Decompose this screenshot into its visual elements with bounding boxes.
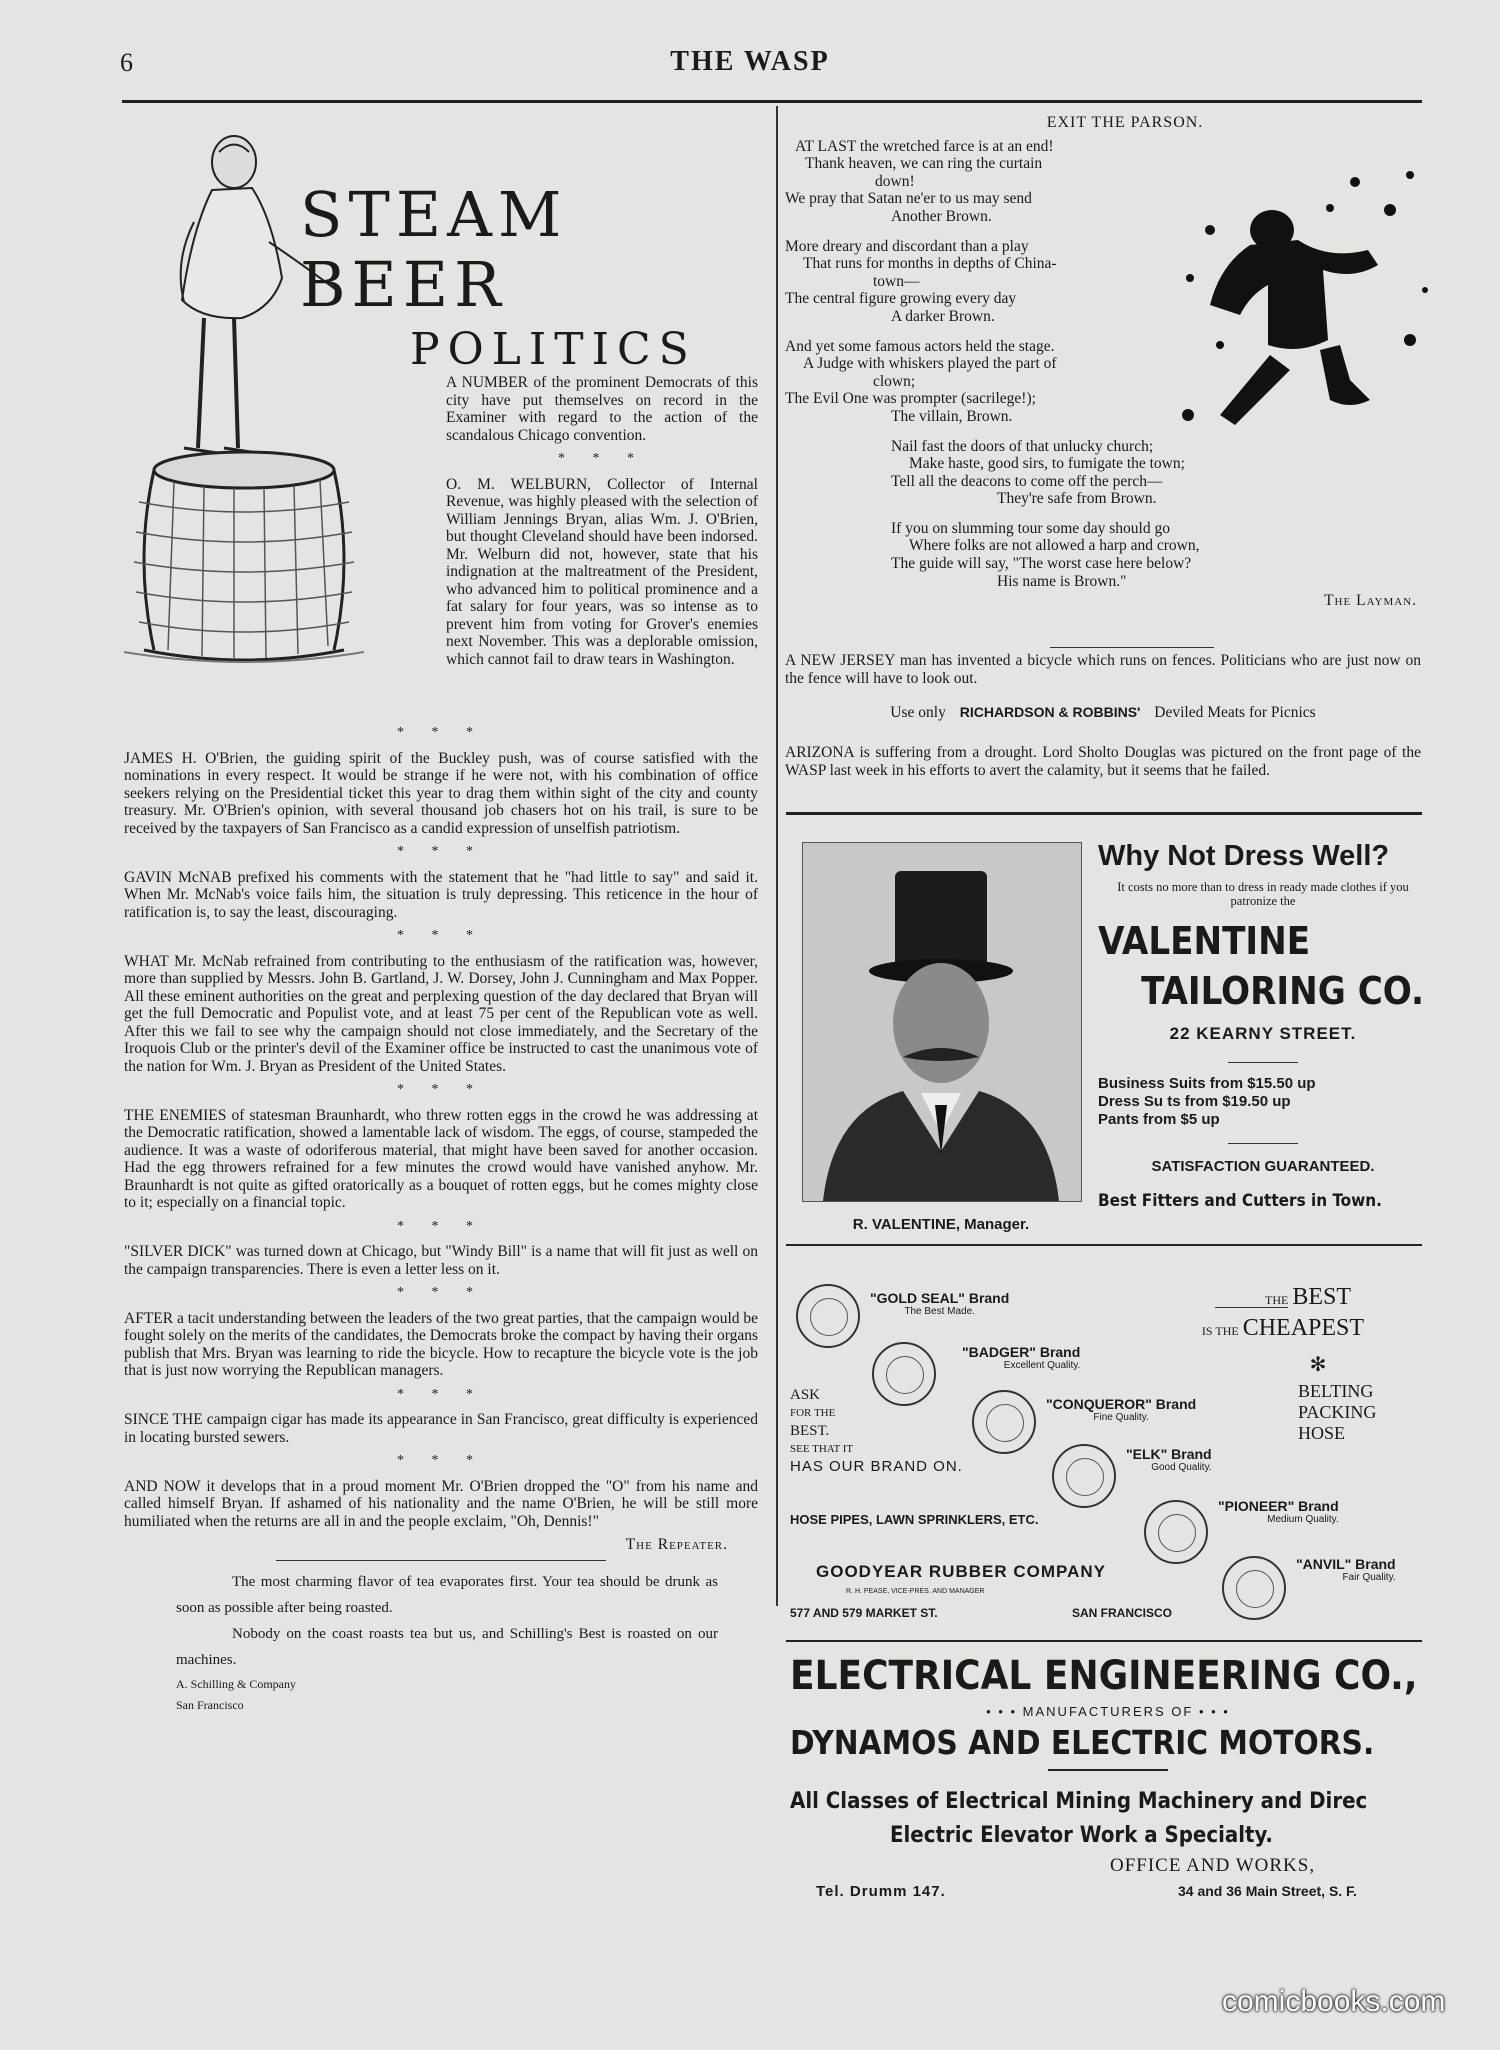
tea-advertisement [176, 1569, 718, 1715]
richardson-robbins-ad [785, 704, 1421, 722]
tea-ad-text: Nobody on the coast roasts tea but us, and Schilling's Best is roasted on our machines. [176, 1625, 718, 1668]
conqueror-seal-icon [972, 1390, 1036, 1454]
cartoon-title [300, 180, 760, 380]
brand-desc: Fair Quality. [1342, 1572, 1396, 1583]
brand-pioneer [1218, 1498, 1339, 1525]
valentine-portrait [802, 842, 1082, 1202]
rr-brand: RICHARDSON & ROBBINS' [959, 704, 1141, 720]
section-stars: * * * [397, 1218, 485, 1234]
goodyear-officer: R. H. PEASE, VICE-PRES. AND MANAGER [846, 1588, 985, 1595]
editorial-paragraph: A NUMBER of the prominent Democrats of this city have put themselves on record in the Examiner with regard to the action of the scandalous Chicago convention. [446, 374, 758, 444]
ad-rule [786, 1640, 1422, 1642]
editorial-paragraph: GAVIN McNAB prefixed his comments with the statement that he "had little to say" and said it. When Mr. McNab's voice fails him, the situation is truly depressing. This reticence in the hour of ratification is, to say the least, discouraging. [124, 868, 758, 921]
editorial-paragraph: SINCE THE campaign cigar has made its appearance in San Francisco, great difficulty is experienced in locating bursted sewers. [124, 1411, 758, 1446]
running-man-silhouette [1180, 170, 1430, 440]
valentine-name2: TAILORING CO. [1141, 969, 1424, 1013]
best-is-cheapest [1158, 1284, 1408, 1444]
poem-line: That runs for months in depths of China- [803, 255, 1057, 273]
editorial-paragraph: WHAT Mr. McNab refrained from contributing to the enthusiasm of the ratification was, however, more than supplied by Messrs. John B. Gartland, J. W. Dorsey, John J. Cunningham and Max Popper. All these eminent authorities on the great and perplexing question of the day declared that Bryan will get the full Democratic and Populist vote, and at least 75 per cent of the Republican vote as well. After this we fail to see why the campaign should not close immediately, and the Secretary of the Iroquois Club or the printer's devil of the Examiner office be instructed to cast the unanimous vote of the nation for Wm. J. Bryan as President of the United States. [124, 952, 758, 1075]
brand-desc: The Best Made. [904, 1306, 975, 1317]
poem-line: We pray that Satan ne'er to us may send [785, 190, 1032, 208]
editorial-paragraph: "SILVER DICK" was turned down at Chicago, but "Windy Bill" is a name that will fit just as well on the campaign transparencies. There is even a letter less on it. [124, 1243, 758, 1278]
cartoon-title-line1: STEAM BEER [300, 178, 568, 321]
divider-rule [1050, 647, 1214, 648]
section-stars: * * * [397, 1386, 485, 1402]
poem-line: town— [873, 272, 920, 290]
brand-badger [962, 1344, 1080, 1371]
watermark: comicbooks.com [1222, 1985, 1446, 2018]
goodyear-company: GOODYEAR RUBBER COMPANY [816, 1562, 1106, 1581]
ask-line: HAS OUR BRAND ON. [790, 1458, 963, 1475]
is-the: IS THE [1201, 1324, 1239, 1338]
pioneer-seal-icon [1144, 1500, 1208, 1564]
poem-title: EXIT THE PARSON. [1046, 114, 1204, 131]
valentine-subhead: It costs no more than to dress in ready made clothes if you patronize the [1117, 880, 1409, 908]
rr-pre: Use only [890, 704, 946, 721]
valentine-guarantee: SATISFACTION GUARANTEED. [1151, 1158, 1375, 1175]
editorial-paragraph: THE ENEMIES of statesman Braunhardt, who threw rotten eggs in the crowd he was addressing at the Democratic ratification, showed a lamentable lack of wisdom. The eggs, of course, stampeded the audience. It was a waste of odoriferous material, that might have been saved for another occasion. Had the egg throwers refrained for a few minutes the crowd would have vanished anyhow. Mr. Braunhardt is not quite as gifted oratorically as a bouquet of rotten eggs, but he comes mighty close to it; especially on a financial topic. [124, 1106, 758, 1211]
poem-line: They're safe from Brown. [997, 490, 1157, 508]
gold-seal-icon [796, 1284, 860, 1348]
editorial-paragraph: AFTER a tacit understanding between the leaders of the two great parties, that the campaign would be fought solely on the merits of the candidates, the Democrats broke the compact by having their organs publish that Mrs. Bryan was learning to ride the bicycle. How to recapture the bicycle vote is the job that is just now worrying the Republican managers. [124, 1309, 759, 1379]
brand-name: "CONQUEROR" Brand [1046, 1396, 1197, 1412]
hose-pipes: HOSE PIPES, LAWN SPRINKLERS, ETC. [790, 1512, 1039, 1527]
electrical-tel: Tel. Drumm 147. [816, 1883, 946, 1900]
valentine-caption: R. VALENTINE, Manager. [852, 1216, 1030, 1233]
ask-line: FOR THE [790, 1407, 836, 1419]
brief-paragraph: ARIZONA is suffering from a drought. Lord Sholto Douglas was pictured on the front page of the WASP last week in his efforts to avert the calamity, but it seems that he failed. [785, 744, 1421, 779]
poem-signature: The Layman. [1324, 592, 1417, 610]
section-stars: * * * [397, 1453, 485, 1468]
goodyear-ad [786, 1250, 1422, 1630]
poem-line: down! [875, 172, 915, 190]
poem-line: And yet some famous actors held the stage. [785, 337, 1055, 355]
brand-desc: Excellent Quality. [1003, 1360, 1081, 1371]
ask-block [790, 1386, 963, 1476]
belting: BELTING [1298, 1381, 1374, 1401]
cheapest: CHEAPEST [1242, 1315, 1365, 1341]
electrical-footer [790, 1879, 1426, 1905]
section-stars: * * * [397, 725, 485, 740]
section-stars: * * * [558, 451, 646, 466]
poem-line: A darker Brown. [891, 307, 995, 325]
section-stars: * * * [397, 1285, 485, 1300]
elk-seal-icon [1052, 1444, 1116, 1508]
hose: HOSE [1298, 1423, 1346, 1443]
editorial-paragraph: JAMES H. O'Brien, the guiding spirit of the Buckley push, was of course satisfied with the nominations in every respect. It would be strange if he were not, with his combination of office seekers relying on the Presidential ticket this year to drag them within sight of the city and county treasury. Mr. O'Brien's opinion, with several thousand job chasers hot on his trail, is sure to be received by the taxpayers of San Francisco as a candid expression of unselfish patriotism. [124, 749, 758, 837]
tea-ad-text: The most charming flavor of tea evaporates first. Your tea should be drunk as soon as possible after being roasted. [176, 1573, 718, 1616]
ask-line: SEE THAT IT [790, 1443, 854, 1455]
goodyear-street: 577 AND 579 MARKET ST. [790, 1606, 938, 1620]
brand-name: "GOLD SEAL" Brand [870, 1290, 1010, 1306]
editorial-paragraph: AND NOW it develops that in a proud moment Mr. O'Brien dropped the "O" from his name and called himself Bryan. If ashamed of his nationality and the name O'Brien, he will be still more humiliated when the returns are all in and the people exclaim, "Oh, Dennis!" [124, 1477, 758, 1530]
ask-line: BEST. [790, 1423, 830, 1439]
rr-post: Deviled Meats for Picnics [1154, 704, 1316, 721]
editorial-paragraph: O. M. WELBURN, Collector of Internal Revenue, was highly pleased with the selection of William Jennings Bryan, alias Wm. J. O'Brien, but thought Cleveland should have been indorsed. Mr. Welburn did not, however, state that his indignation at the maltreatment of the President, who advanced him to political prominence and a fat salary for four years, was so intense as to prevent him from voting for Grover's enemies next November. This was a deplorable omission, which cannot fail to draw tears in Washington. [446, 475, 758, 668]
divider-rule [1228, 1062, 1298, 1063]
valentine-name1: VALENTINE [1098, 919, 1311, 963]
poem-line: The central figure growing every day [785, 290, 1017, 308]
section-stars: * * * [397, 1082, 485, 1097]
ad-rule [786, 1244, 1422, 1246]
poem-line: Tell all the deacons to come off the perch— [891, 472, 1163, 490]
valentine-headline: Why Not Dress Well? [1098, 840, 1390, 872]
poem-line: Make haste, good sirs, to fumigate the town; [909, 455, 1185, 473]
cartoon-title-line2: POLITICS [410, 324, 697, 375]
ask-line: ASK [790, 1387, 821, 1403]
poem-line: The guide will say, "The worst case here below? [891, 555, 1192, 573]
page-number: 6 [120, 48, 133, 77]
electrical-office: OFFICE AND WORKS, [1110, 1855, 1316, 1876]
brand-name: "ELK" Brand [1126, 1446, 1212, 1462]
brief-arizona [785, 744, 1421, 785]
brand-name: "PIONEER" Brand [1218, 1498, 1339, 1514]
valentine-address: 22 KEARNY STREET. [1169, 1024, 1357, 1043]
electrical-manufacturers: • • • MANUFACTURERS OF • • • [986, 1704, 1230, 1719]
electrical-address: 34 and 36 Main Street, S. F. [1178, 1883, 1357, 1899]
poem-line: Another Brown. [891, 207, 992, 225]
poem-line: Thank heaven, we can ring the curtain [805, 155, 1043, 173]
column-divider [776, 106, 778, 1606]
editorial-intro [446, 374, 758, 697]
section-stars: * * * [397, 928, 485, 943]
brand-anvil [1296, 1556, 1396, 1583]
brief-new-jersey [785, 652, 1421, 693]
section-stars: * * * [397, 844, 485, 859]
brand-desc: Fine Quality. [1093, 1412, 1149, 1423]
poem-line: His name is Brown." [997, 572, 1127, 590]
brand-desc: Medium Quality. [1267, 1514, 1339, 1525]
masthead-title: THE WASP [670, 46, 830, 77]
divider-rule [276, 1560, 606, 1561]
poem-line: More dreary and discordant than a play [785, 237, 1029, 255]
electrical-title: ELECTRICAL ENGINEERING CO., [790, 1653, 1418, 1699]
packing: PACKING [1298, 1402, 1377, 1422]
valentine-price-1: Business Suits from $15.50 up [1098, 1075, 1316, 1092]
goodyear-city: SAN FRANCISCO [1072, 1606, 1173, 1620]
poem-line: AT LAST the wretched farce is at an end! [795, 137, 1054, 155]
brand-gold-seal [870, 1290, 1009, 1317]
valentine-fitters: Best Fitters and Cutters in Town. [1098, 1191, 1382, 1211]
brief-paragraph: A NEW JERSEY man has invented a bicycle which runs on fences. Politicians who are just now on the fence will have to look out. [785, 652, 1421, 687]
editorial-signature: The Repeater. [625, 1536, 728, 1553]
tea-city: San Francisco [176, 1697, 244, 1712]
poem-line: A Judge with whiskers played the part of [803, 355, 1057, 373]
electrical-dynamos: DYNAMOS AND ELECTRIC MOTORS. [790, 1723, 1375, 1762]
poem-line: The Evil One was prompter (sacrilege!); [785, 390, 1036, 408]
valentine-price-2: Dress Su ts from $19.50 up [1098, 1093, 1291, 1110]
ad-rule [786, 812, 1422, 815]
tea-company: A. Schilling & Company [176, 1676, 296, 1691]
poem-line: clown; [873, 372, 916, 390]
poem-line: If you on slumming tour some day should go [891, 519, 1170, 537]
anvil-seal-icon [1222, 1556, 1286, 1620]
valentine-ad [1098, 836, 1428, 1211]
electrical-line1: All Classes of Electrical Mining Machinery and Direc [790, 1789, 1368, 1814]
the-best-pre: THE [1215, 1293, 1288, 1308]
asterisk-icon: ✻ [1309, 1354, 1327, 1376]
valentine-price-3: Pants from $5 up [1098, 1111, 1220, 1128]
header-rule [122, 100, 1422, 103]
poem-line: Nail fast the doors of that unlucky church; [891, 437, 1154, 455]
electrical-line2: Electric Elevator Work a Specialty. [890, 1823, 1273, 1848]
brand-name: "BADGER" Brand [962, 1344, 1081, 1360]
electrical-engineering-ad [790, 1648, 1426, 1905]
the-best: BEST [1292, 1284, 1351, 1310]
divider-rule [1048, 1769, 1168, 1771]
brand-name: "ANVIL" Brand [1296, 1556, 1396, 1572]
editorial-column [124, 720, 758, 1715]
brand-elk [1126, 1446, 1212, 1473]
divider-rule [1228, 1143, 1298, 1144]
poem-line: Where folks are not allowed a harp and crown, [909, 537, 1200, 555]
poem-line: The villain, Brown. [891, 407, 1013, 425]
brand-desc: Good Quality. [1151, 1462, 1212, 1473]
